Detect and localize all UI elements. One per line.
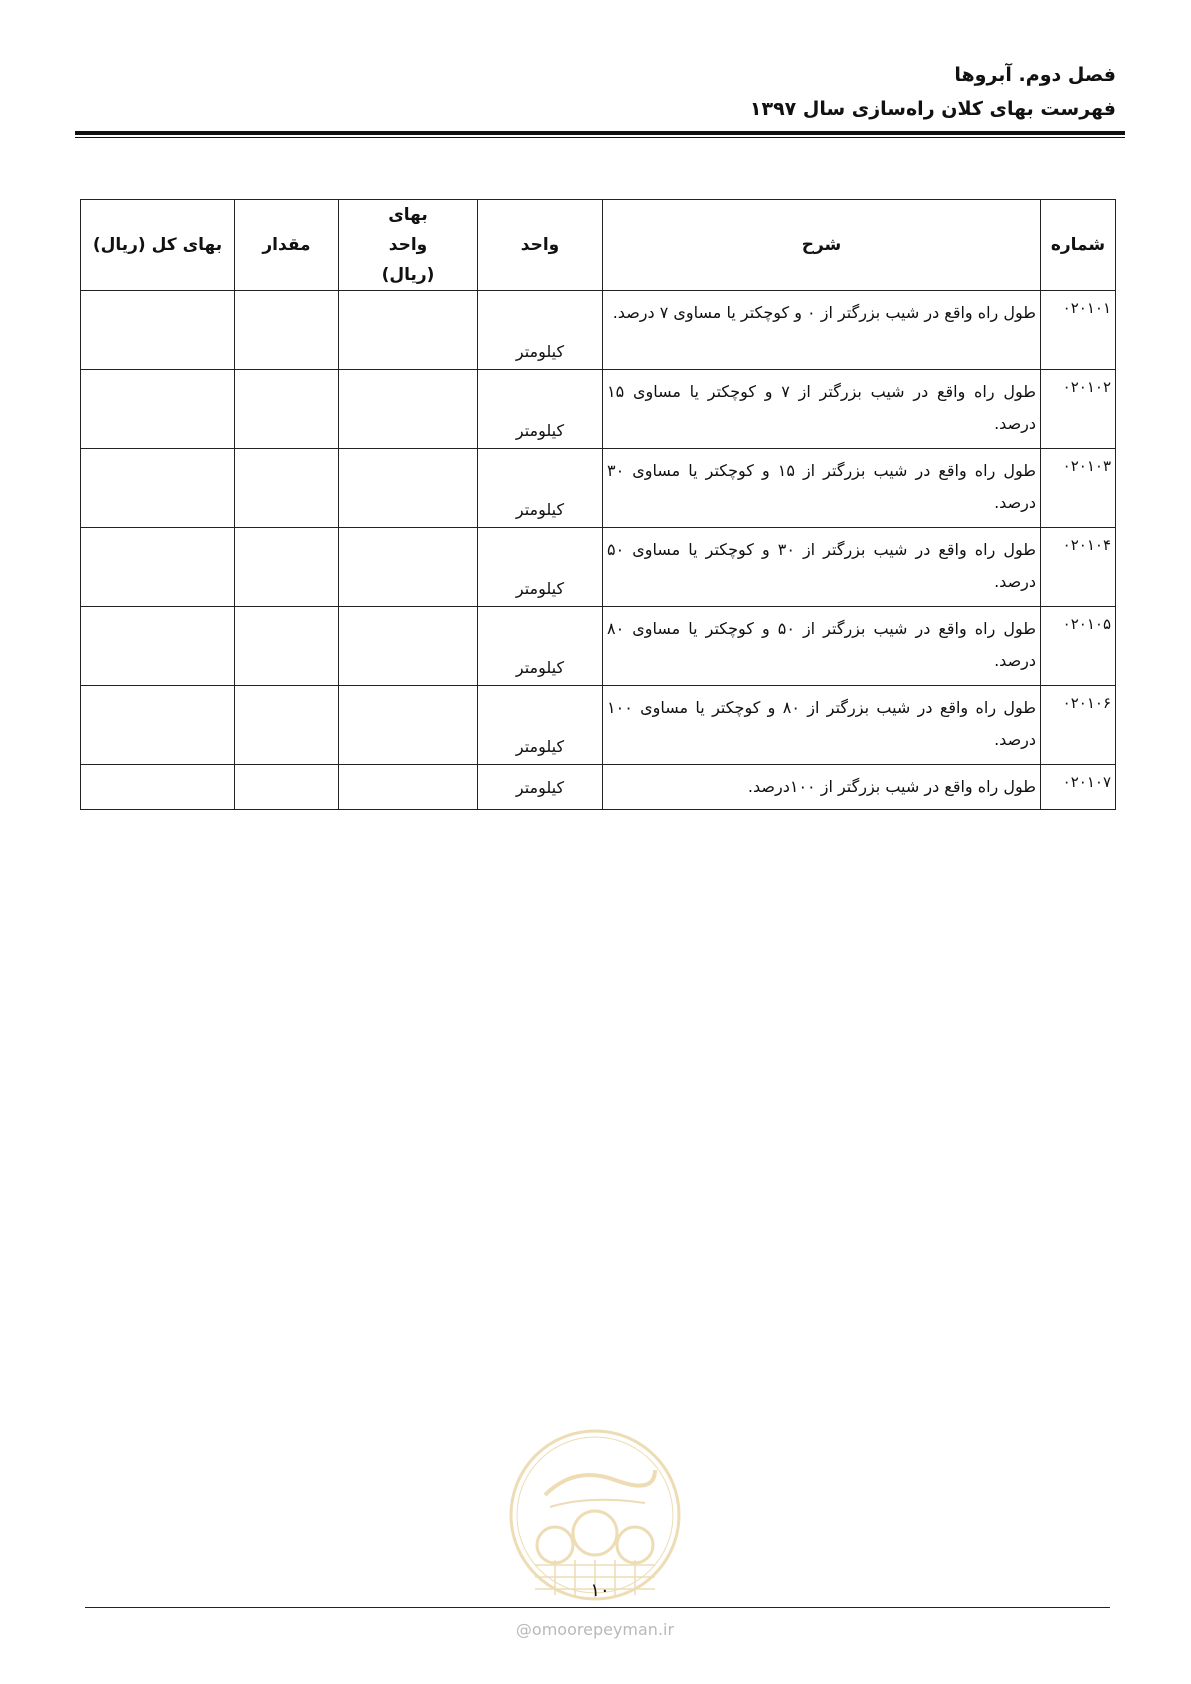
row-description: طول راه واقع در شیب بزرگتر از ۱۰۰درصد. [603, 765, 1041, 810]
watermark-logo-icon [505, 1425, 685, 1605]
row-unit-price [339, 449, 478, 528]
row-total-price [81, 765, 235, 810]
table-row [81, 449, 1116, 528]
row-code: ۰۲۰۱۰۵ [1041, 607, 1116, 686]
column-header-unit: واحد [478, 200, 603, 291]
row-unit: کیلومتر [478, 765, 603, 810]
row-code: ۰۲۰۱۰۴ [1041, 528, 1116, 607]
row-quantity [235, 449, 339, 528]
row-quantity [235, 607, 339, 686]
row-unit-price [339, 686, 478, 765]
row-description: طول راه واقع در شیب بزرگتر از ۵۰ و کوچکتر یا مساوی ۸۰ درصد. [603, 607, 1041, 686]
row-code: ۰۲۰۱۰۶ [1041, 686, 1116, 765]
row-total-price [81, 607, 235, 686]
chapter-title: فصل دوم. آبروها [954, 64, 1116, 86]
row-quantity [235, 528, 339, 607]
row-total-price [81, 291, 235, 370]
table-row [81, 686, 1116, 765]
column-header-description: شرح [603, 200, 1041, 291]
row-description: طول راه واقع در شیب بزرگتر از ۱۵ و کوچکتر یا مساوی ۳۰ درصد. [603, 449, 1041, 528]
row-unit-price [339, 370, 478, 449]
watermark-url: @omoorepeyman.ir [515, 1620, 675, 1639]
row-total-price [81, 686, 235, 765]
header-rule-thin [75, 137, 1125, 138]
row-quantity [235, 291, 339, 370]
row-description: طول راه واقع در شیب بزرگتر از ۰ و کوچکتر یا مساوی ۷ درصد. [603, 291, 1041, 370]
header-rule-thick [75, 131, 1125, 135]
document-title: فهرست بهای کلان راه‌سازی سال ۱۳۹۷ [749, 98, 1116, 120]
row-unit: کیلومتر [478, 528, 603, 607]
row-code: ۰۲۰۱۰۱ [1041, 291, 1116, 370]
row-unit: کیلومتر [478, 370, 603, 449]
column-header-total-price: بهای کل (ریال) [81, 200, 235, 291]
row-unit-price [339, 765, 478, 810]
row-quantity [235, 370, 339, 449]
table-header-row [81, 200, 1116, 291]
row-code: ۰۲۰۱۰۳ [1041, 449, 1116, 528]
row-unit: کیلومتر [478, 291, 603, 370]
row-total-price [81, 528, 235, 607]
row-description: طول راه واقع در شیب بزرگتر از ۳۰ و کوچکتر یا مساوی ۵۰ درصد. [603, 528, 1041, 607]
row-quantity [235, 686, 339, 765]
row-quantity [235, 765, 339, 810]
page-header [750, 58, 1116, 126]
row-code: ۰۲۰۱۰۷ [1041, 765, 1116, 810]
table-row [81, 607, 1116, 686]
row-code: ۰۲۰۱۰۲ [1041, 370, 1116, 449]
row-unit: کیلومتر [478, 449, 603, 528]
row-unit: کیلومتر [478, 607, 603, 686]
row-description: طول راه واقع در شیب بزرگتر از ۸۰ و کوچکتر یا مساوی ۱۰۰ درصد. [603, 686, 1041, 765]
row-unit-price [339, 291, 478, 370]
column-header-unit-price: بهای واحد (ریال) [339, 200, 478, 291]
table-row [81, 528, 1116, 607]
table-row [81, 765, 1116, 810]
table-row [81, 370, 1116, 449]
row-description: طول راه واقع در شیب بزرگتر از ۷ و کوچکتر یا مساوی ۱۵ درصد. [603, 370, 1041, 449]
row-unit-price [339, 607, 478, 686]
row-total-price [81, 370, 235, 449]
row-unit-price [339, 528, 478, 607]
column-header-code: شماره [1041, 200, 1116, 291]
row-total-price [81, 449, 235, 528]
row-unit: کیلومتر [478, 686, 603, 765]
page-number: ۱۰ [590, 1580, 610, 1601]
column-header-quantity: مقدار [235, 200, 339, 291]
footer-rule [85, 1607, 1110, 1608]
table-row [81, 291, 1116, 370]
price-list-table [80, 199, 1116, 810]
